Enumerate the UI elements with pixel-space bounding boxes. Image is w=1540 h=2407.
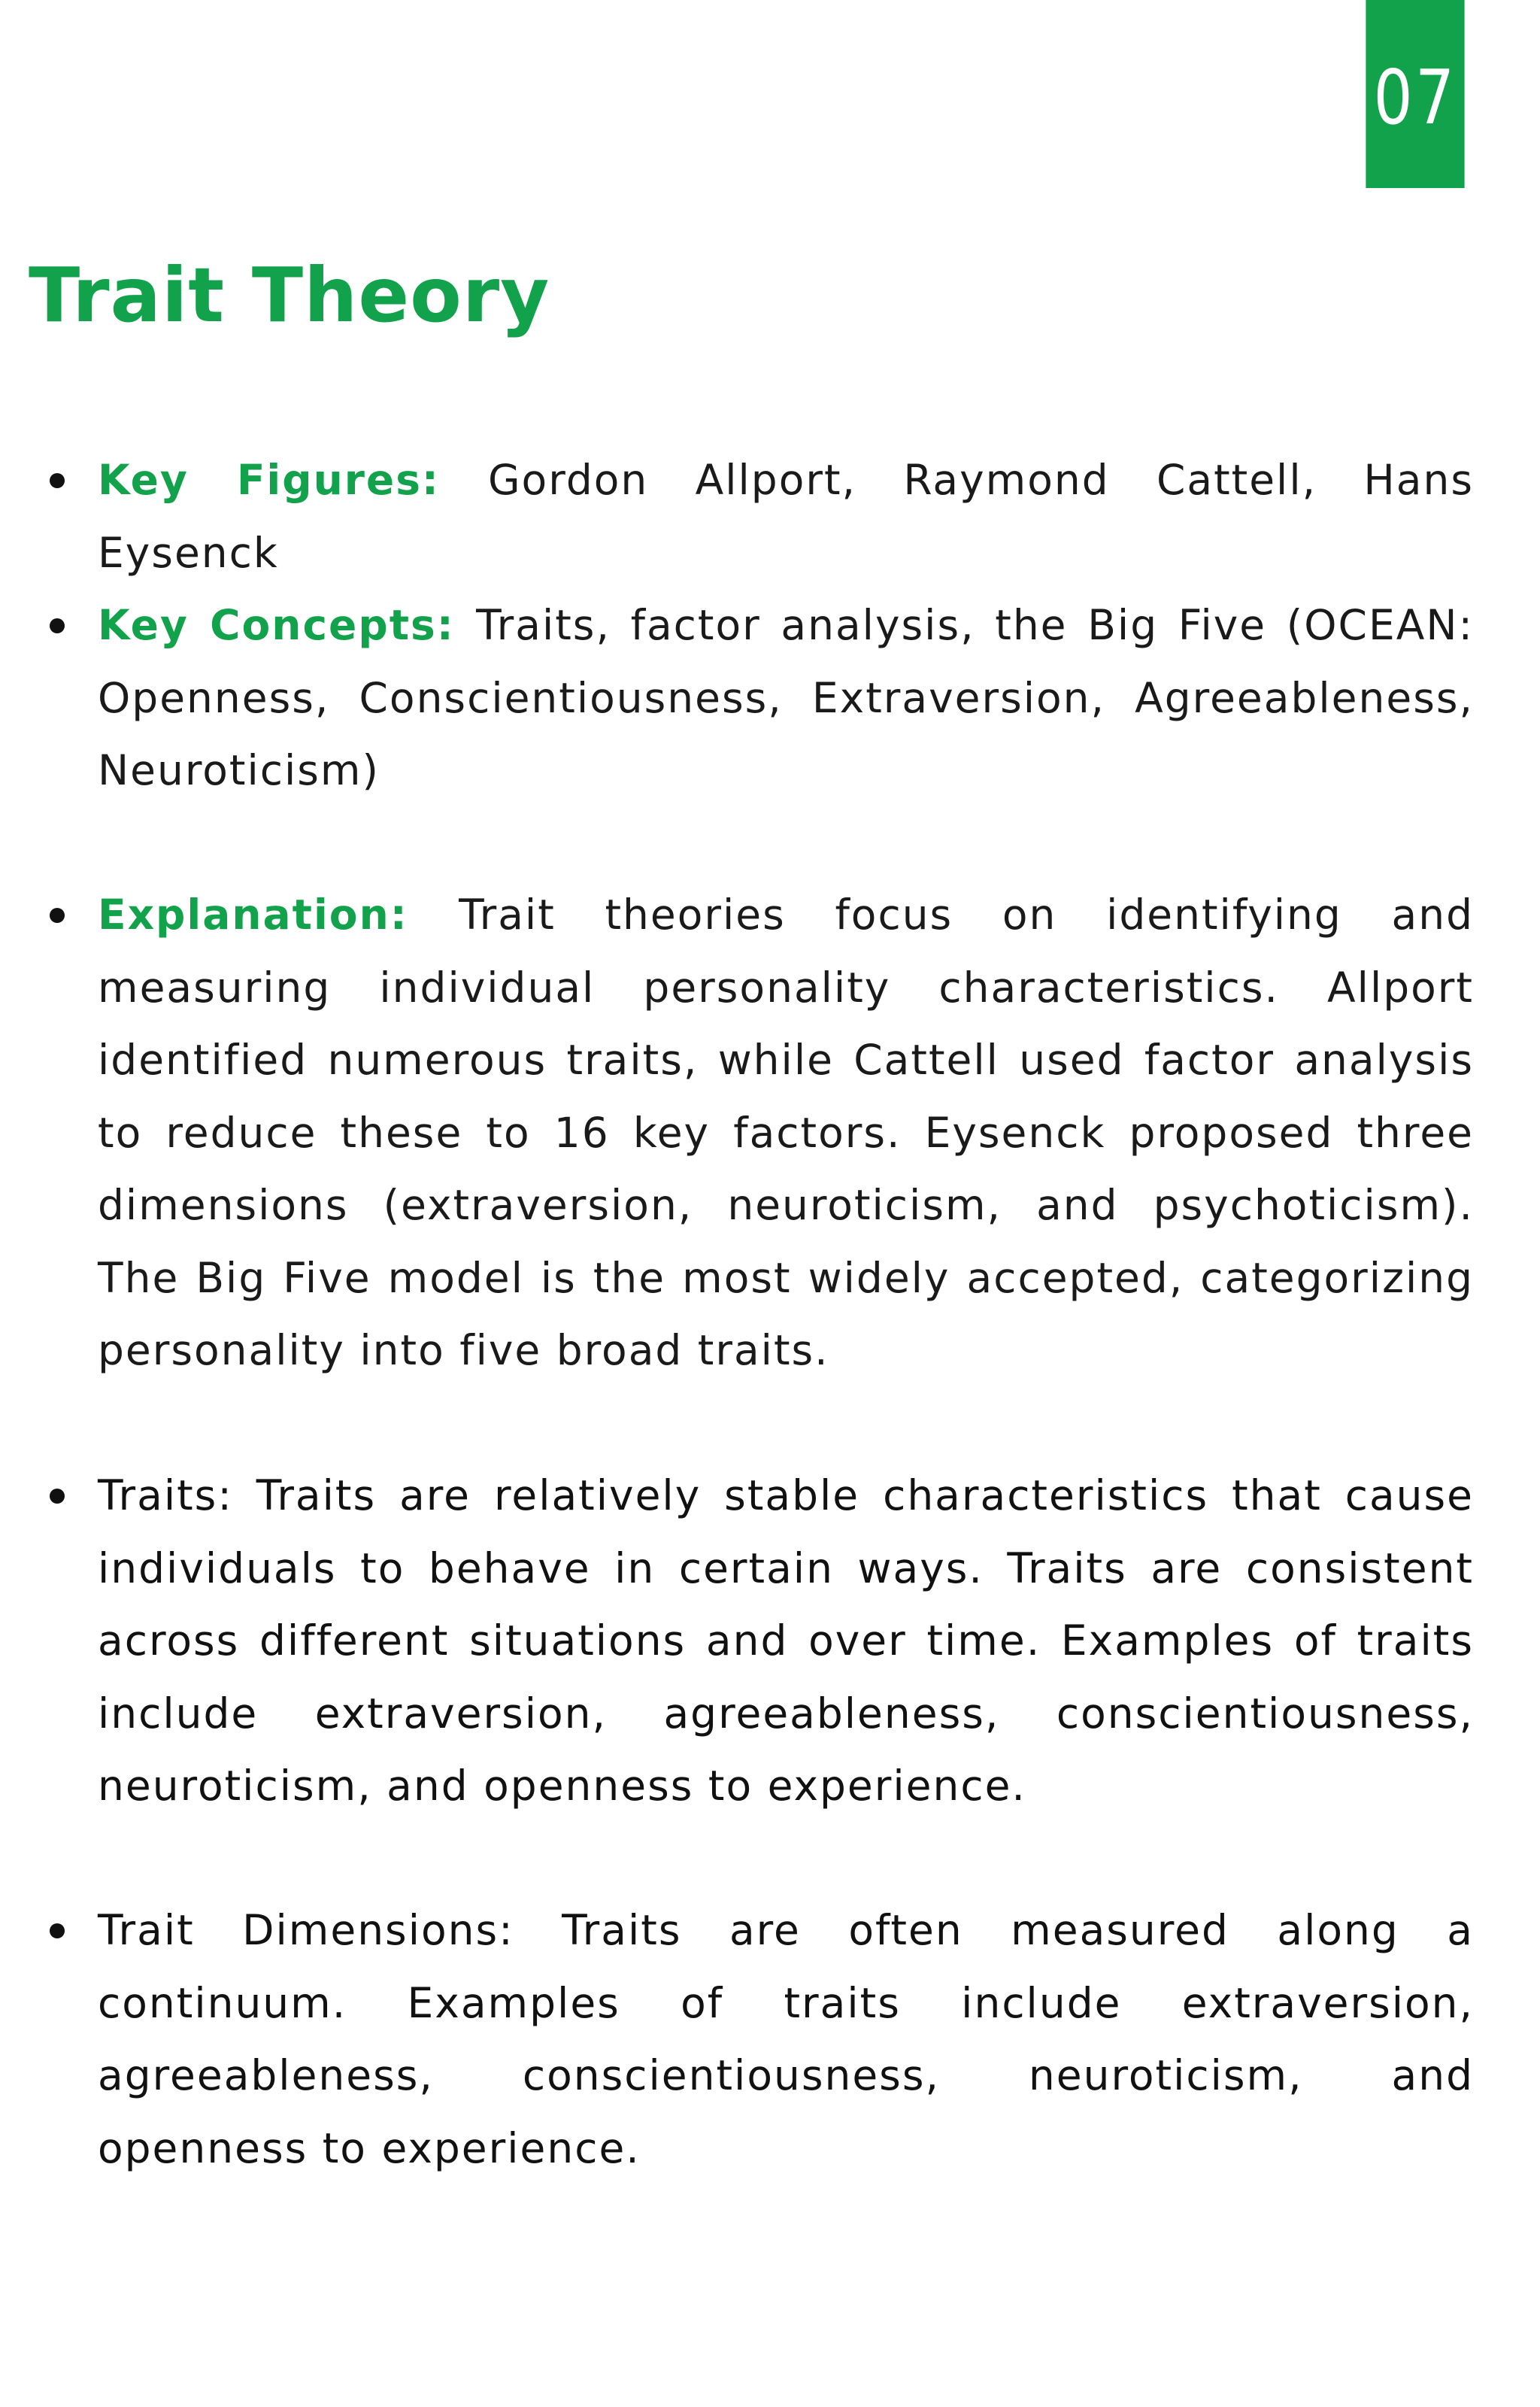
bullet-text: Trait Dimensions: Traits are often measured along a continuum. Examples of traits include extraversion, agreeableness, conscientiousness, neuroticism, and openness to experience. — [98, 1906, 1474, 2172]
page-number: 07 — [1373, 53, 1457, 141]
bullet-traits — [98, 1459, 1474, 1823]
bullet-text: Gordon Allport, Raymond Cattell, Hans Eysenck — [98, 456, 1474, 577]
bullet-dot — [50, 908, 65, 923]
bullet-label: Explanation: — [98, 891, 459, 939]
bullet-dot — [50, 618, 65, 633]
bullet-explanation — [98, 879, 1474, 1387]
bullet-label: Key Figures: — [98, 456, 488, 504]
bullet-text: Traits, factor analysis, the Big Five (OCEAN: Openness, Conscientiousness, Extraversion, Agreeableness, Neuroticism) — [98, 601, 1474, 794]
bullet-dot — [50, 1923, 65, 1938]
bullet-key-figures — [98, 444, 1474, 589]
bullet-key-concepts — [98, 589, 1474, 807]
bullet-text: Traits: Traits are relatively stable characteristics that cause individuals to behave in certain ways. Traits are consistent across different situations and over time. Examples of traits include extraversion, agreeableness, conscientiousness, neuroticism, and openness to experience. — [98, 1471, 1474, 1810]
bullet-label: Key Concepts: — [98, 601, 477, 649]
bullet-text: Trait theories focus on identifying and measuring individual personality characteristics. Allport identified numerous traits, while Cattell used factor analysis to reduce these to 16 key factors. Eysenck proposed three dimensions (extraversion, neuroticism, and psychoticism). The Big Five model is the most widely accepted, categorizing personality into five broad traits. — [98, 891, 1474, 1374]
page-title: Trait Theory — [29, 251, 550, 339]
bullet-dot — [50, 473, 65, 488]
bullet-dot — [50, 1489, 65, 1504]
page-number-badge — [1366, 0, 1464, 188]
bullet-trait-dimensions — [98, 1894, 1474, 2184]
